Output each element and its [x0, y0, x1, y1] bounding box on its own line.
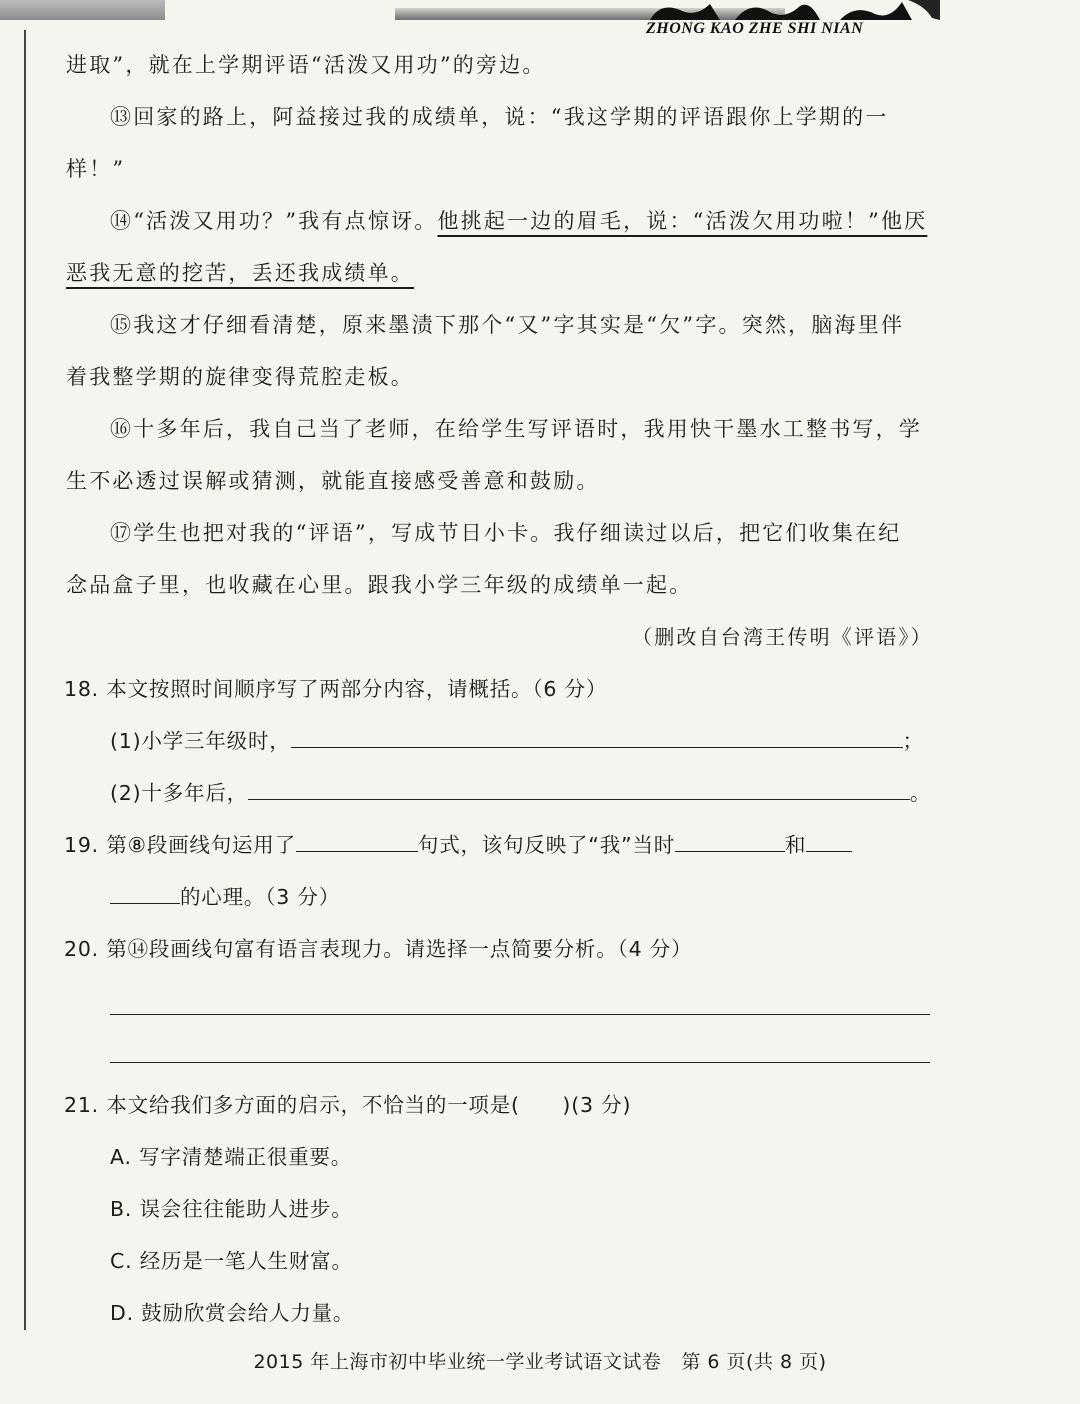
question-19-text-c: 和 — [785, 833, 807, 857]
question-18-part-2 — [110, 778, 931, 808]
binding-margin-line — [24, 30, 26, 1330]
paragraph-14-line-1 — [110, 206, 927, 236]
answer-blank-19-3[interactable] — [806, 833, 852, 852]
answer-blank-19-3-cont[interactable] — [110, 885, 180, 904]
paragraph-15-line-1: ⑮我这才仔细看清楚，原来墨渍下那个“又”字其实是“欠”字。突然，脑海里伴 — [110, 313, 905, 337]
header-caption: ZHONG KAO ZHE SHI NIAN — [646, 20, 864, 37]
option-b: B. 误会往往能助人进步。 — [110, 1197, 353, 1221]
option-d: D. 鼓励欣赏会给人力量。 — [110, 1301, 355, 1325]
answer-blank-19-2[interactable] — [675, 833, 785, 852]
paragraph-16-line-1: ⑯十多年后，我自己当了老师，在给学生写评语时，我用快干墨水工整书写，学 — [110, 417, 922, 441]
question-19-text-a: 19. 第⑧段画线句运用了 — [64, 833, 296, 857]
footer-exam-title: 2015 年上海市初中毕业统一学业考试语文试卷 — [253, 1351, 662, 1373]
paragraph-15-line-2: 着我整学期的旋律变得荒腔走板。 — [66, 365, 414, 389]
header-brush-art — [640, 0, 940, 20]
question-19-text-d: 的心理。（3 分） — [180, 885, 341, 909]
paragraph-13-line-1: ⑬回家的路上，阿益接过我的成绩单，说：“我这学期的评语跟你上学期的一 — [110, 105, 889, 129]
option-c: C. 经历是一笔人生财富。 — [110, 1249, 353, 1273]
answer-line-20-1[interactable] — [110, 1014, 930, 1015]
question-18-part-2-end: 。 — [909, 781, 932, 805]
question-18-part-1-label: (1)小学三年级时， — [110, 729, 291, 753]
question-21: 21. 本文给我们多方面的启示，不恰当的一项是( )(3 分) — [64, 1093, 632, 1117]
story-line-1: 进取”，就在上学期评语“活泼又用功”的旁边。 — [66, 53, 546, 77]
question-19-line-1 — [64, 830, 852, 860]
question-18-part-1-end: ； — [902, 729, 924, 753]
paragraph-14-underlined-text: 他挑起一边的眉毛，说：“活泼欠用功啦！”他厌 — [437, 209, 928, 233]
question-19-line-2 — [110, 882, 340, 912]
paragraph-13-line-2: 样！” — [66, 157, 126, 181]
answer-blank-18-2[interactable] — [248, 781, 910, 800]
question-18: 18. 本文按照时间顺序写了两部分内容，请概括。（6 分） — [64, 677, 608, 701]
page-footer — [0, 1347, 1080, 1374]
answer-line-20-2[interactable] — [110, 1062, 930, 1063]
answer-blank-19-1[interactable] — [296, 833, 418, 852]
question-19-text-b: 句式，该句反映了“我”当时 — [417, 833, 676, 857]
paragraph-16-line-2: 生不必透过误解或猜测，就能直接感受善意和鼓励。 — [66, 469, 600, 493]
source-attribution: （删改自台湾王传明《评语》） — [632, 625, 933, 649]
paragraph-14-underlined-text-2: 恶我无意的挖苦，丢还我成绩单。 — [66, 261, 414, 285]
question-18-part-1 — [110, 726, 924, 756]
paragraph-17-line-2: 念品盒子里，也收藏在心里。跟我小学三年级的成绩单一起。 — [66, 573, 693, 597]
option-a: A. 写字清楚端正很重要。 — [110, 1145, 353, 1169]
paragraph-14-line-2 — [66, 258, 414, 288]
paragraph-14-plain-text: ⑭“活泼又用功？”我有点惊讶。 — [110, 209, 438, 233]
question-18-part-2-label: (2)十多年后， — [110, 781, 248, 805]
question-20: 20. 第⑭段画线句富有语言表现力。请选择一点简要分析。（4 分） — [64, 937, 693, 961]
footer-page-number: 第 6 页(共 8 页) — [681, 1351, 827, 1373]
header-left-bar — [0, 0, 165, 20]
answer-blank-18-1[interactable] — [291, 729, 903, 748]
paragraph-17-line-1: ⑰学生也把对我的“评语”，写成节日小卡。我仔细读过以后，把它们收集在纪 — [110, 521, 902, 545]
